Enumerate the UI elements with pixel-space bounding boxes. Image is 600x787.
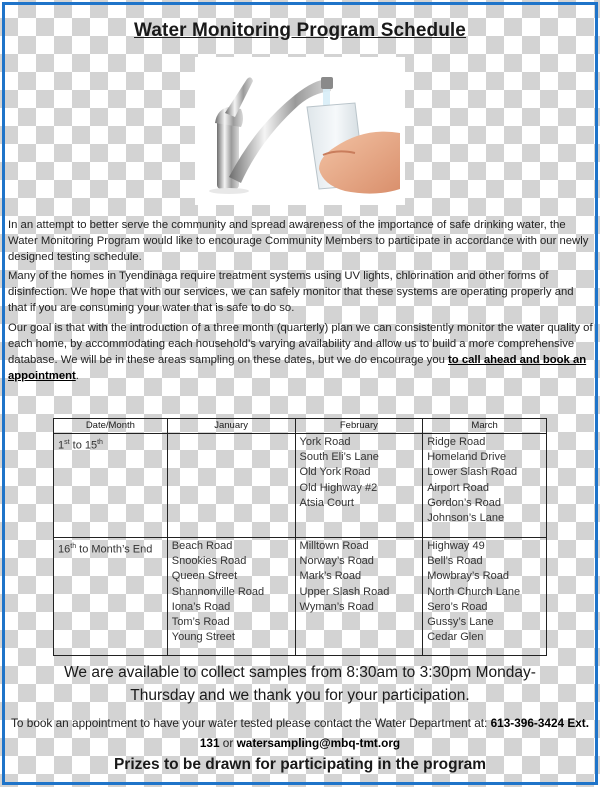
- road-name: Snookies Road: [171, 555, 247, 568]
- road-name: Shannonville Road: [171, 585, 265, 598]
- goal-text: Our goal is that with the introduction of a three month (quarterly) plan we can consistently monitor the water quality of each home, by accommodating each household’s varying availability and allow us to build a more comprehensive database. We will be in these areas sampling on these dates, but we do encourage you: [8, 322, 593, 366]
- road-name: Wyman’s Road: [299, 600, 374, 613]
- book-appointment-emphasis: to call ahead and book an appointment: [8, 354, 587, 382]
- road-name: Airport Road: [427, 481, 489, 494]
- schedule-header-row: [54, 419, 547, 434]
- road-name: Sero’s Road: [427, 600, 488, 613]
- table-row: [54, 434, 547, 538]
- road-name: Lower Slash Road: [427, 466, 518, 479]
- contact-info: [0, 713, 600, 753]
- march-cell: [423, 538, 547, 656]
- period-cell: 1st to 15th: [54, 434, 168, 538]
- road-name: Norway’s Road: [299, 555, 374, 568]
- contact-or: or: [219, 736, 237, 750]
- road-name: Upper Slash Road: [299, 585, 390, 598]
- road-name: Highway 49: [427, 540, 485, 552]
- road-name: Old York Road: [299, 466, 371, 479]
- road-name: Iona’s Road: [171, 600, 231, 613]
- january-cell: [167, 538, 295, 656]
- road-name: Ridge Road: [427, 436, 486, 448]
- road-name: Mark’s Road: [299, 570, 362, 583]
- goal-paragraph: [8, 320, 594, 384]
- road-name: Gordon’s Road: [427, 496, 502, 509]
- road-name: Tom’s Road: [171, 616, 230, 629]
- availability-line-2: Thursday and we thank you for your participation.: [130, 687, 470, 704]
- header-january: January: [167, 419, 295, 434]
- table-row: [54, 538, 547, 656]
- contact-intro: To book an appointment to have your water tested please contact the Water Department at:: [11, 716, 491, 730]
- goal-tail: .: [75, 370, 79, 382]
- availability-note: [0, 661, 600, 707]
- road-name: Johnson’s Lane: [427, 512, 505, 525]
- period-cell: 16th to Month’s End: [54, 538, 168, 656]
- header-march: March: [423, 419, 547, 434]
- january-cell: [167, 434, 295, 538]
- faucet-glass-photo: [195, 57, 405, 205]
- treatment-paragraph: Many of the homes in Tyendinaga require treatment systems using UV lights, chlorination and other forms of disinfection. We hope that with our services, we can safely monitor that these systems are operating properly and that if you are consuming your water that is safe to do so.: [8, 270, 574, 314]
- february-cell: [295, 434, 423, 538]
- february-cell: [295, 538, 423, 656]
- contact-email[interactable]: watersampling@mbq-tmt.org: [236, 736, 401, 750]
- road-name: Old Highway #2: [299, 481, 378, 494]
- road-name: Bell’s Road: [427, 555, 483, 568]
- faucet-filling-glass-icon: [195, 57, 405, 205]
- road-name: Milltown Road: [299, 540, 369, 552]
- road-name: Gussy’s Lane: [427, 616, 494, 629]
- header-february: February: [295, 419, 423, 434]
- prizes-note: Prizes to be drawn for participating in the program: [113, 756, 487, 773]
- page-title: Water Monitoring Program Schedule: [134, 20, 466, 41]
- road-name: Mowbray’s Road: [427, 570, 509, 583]
- schedule-table: [53, 418, 547, 656]
- road-name: Homeland Drive: [427, 451, 507, 464]
- road-name: York Road: [299, 436, 351, 448]
- road-name: Atsia Court: [299, 496, 354, 509]
- availability-line-1: We are available to collect samples from 8:30am to 3:30pm Monday-: [64, 664, 536, 681]
- road-name: Cedar Glen: [427, 631, 484, 644]
- road-name: Young Street: [171, 631, 235, 644]
- intro-paragraph: In an attempt to better serve the community and spread awareness of the importance of safe drinking water, the Water Monitoring Program would like to encourage Community Members to participate in accordance with our newly designed testing schedule.: [8, 219, 589, 263]
- contact-phone[interactable]: 613-396-3424 Ext. 131: [199, 716, 589, 750]
- march-cell: [423, 434, 547, 538]
- header-date-month: Date/Month: [54, 419, 168, 434]
- road-name: Queen Street: [171, 570, 238, 583]
- road-name: Beach Road: [171, 540, 233, 552]
- road-name: South Eli’s Lane: [299, 451, 379, 464]
- road-name: North Church Lane: [427, 585, 521, 598]
